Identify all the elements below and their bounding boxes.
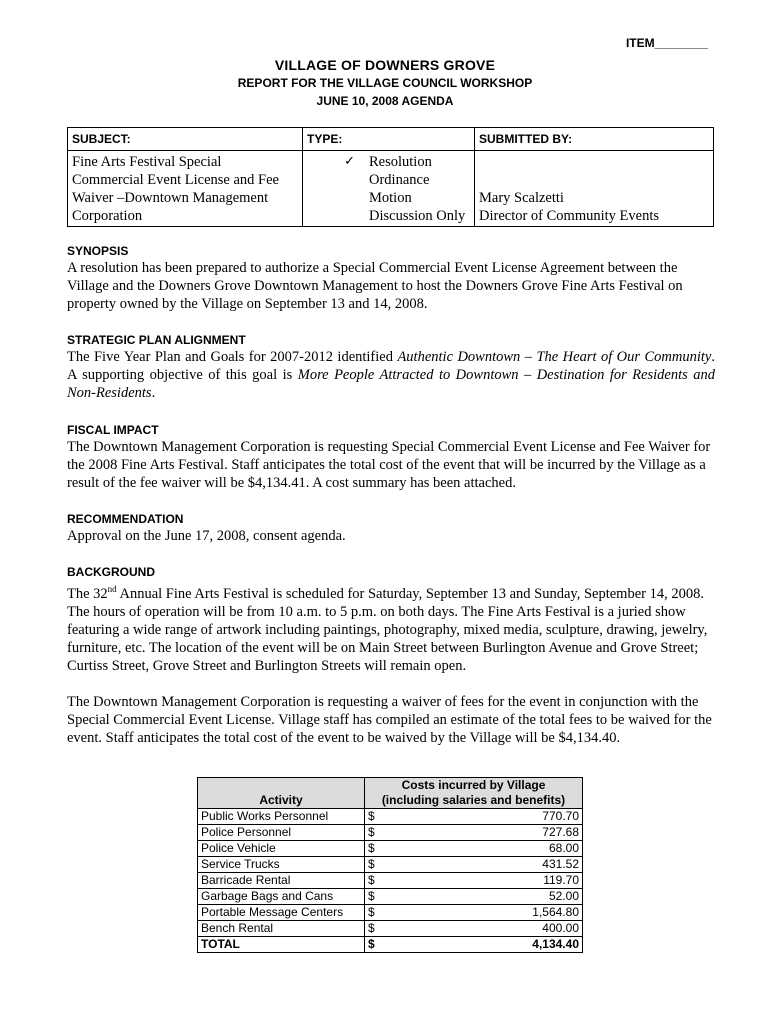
recommendation-title: RECOMMENDATION <box>67 512 184 526</box>
agenda-date: JUNE 10, 2008 AGENDA <box>316 94 454 108</box>
background-title: BACKGROUND <box>67 565 155 579</box>
amount-cell: 52.00 <box>378 889 583 905</box>
recommendation-section <box>67 511 715 545</box>
table-row <box>198 889 583 905</box>
activity-header: Activity <box>198 778 365 809</box>
type-header: TYPE: <box>303 128 475 151</box>
type-label: Discussion Only <box>369 208 466 224</box>
type-option-ordinance <box>307 171 470 189</box>
activity-cell: Service Trucks <box>198 857 365 873</box>
table-row <box>198 841 583 857</box>
dollar-sign: $ <box>365 905 378 921</box>
synopsis-title: SYNOPSIS <box>67 244 129 258</box>
table-row <box>198 809 583 825</box>
subject-table <box>67 127 714 227</box>
recommendation-text: Approval on the June 17, 2008, consent agenda. <box>67 528 346 544</box>
table-row <box>198 905 583 921</box>
goal-name: Authentic Downtown – The Heart of Our Community <box>397 349 712 365</box>
activity-cell: Bench Rental <box>198 921 365 937</box>
amount-cell: 68.00 <box>378 841 583 857</box>
dollar-sign: $ <box>365 825 378 841</box>
total-label: TOTAL <box>198 937 365 953</box>
strategic-text-b: . A supporting objective of this goal is <box>67 349 715 383</box>
submitted-by-cell <box>475 151 714 227</box>
background-section <box>67 564 715 747</box>
activity-cell: Police Personnel <box>198 825 365 841</box>
cost-header-line-2: (including salaries and benefits) <box>381 793 566 807</box>
dollar-sign: $ <box>365 937 378 953</box>
type-cell <box>303 151 475 227</box>
amount-cell: 400.00 <box>378 921 583 937</box>
type-option-motion <box>307 189 470 207</box>
amount-cell: 431.52 <box>378 857 583 873</box>
submitter-name: Mary Scalzetti <box>479 190 564 206</box>
objective-name: More People Attracted to Downtown – Destination for Residents and Non-Residents <box>67 367 715 401</box>
subject-line: Fine Arts Festival Special <box>72 154 222 170</box>
activity-cell: Barricade Rental <box>198 873 365 889</box>
fiscal-impact-section <box>67 422 715 492</box>
activity-cell: Portable Message Centers <box>198 905 365 921</box>
submitter-title: Director of Community Events <box>479 208 660 224</box>
cost-header-line-1: Costs incurred by Village <box>401 778 546 792</box>
table-row <box>198 921 583 937</box>
fiscal-impact-title: FISCAL IMPACT <box>67 423 159 437</box>
fiscal-impact-text: The Downtown Management Corporation is requesting Special Commercial Event License and Fee Waiver for the 2008 Fine Arts Festival. Staff anticipates the total cost of the event that will be incurred by the Village as a result of the fee waiver will be $4,134.41. A cost summary has been attached. <box>67 439 711 491</box>
activity-cell: Public Works Personnel <box>198 809 365 825</box>
type-option-resolution <box>307 153 470 171</box>
ordinal-suffix: nd <box>107 584 117 594</box>
synopsis-text: A resolution has been prepared to authorize a Special Commercial Event License Agreement between the Village and the Downers Grove Downtown Management to host the Downers Grove Fine Arts Festival on property owned by the Village on September 13 and 14, 2008. <box>67 260 683 312</box>
dollar-sign: $ <box>365 921 378 937</box>
total-amount: 4,134.40 <box>378 937 583 953</box>
type-label: Resolution <box>369 154 432 170</box>
submitted-by-header: SUBMITTED BY: <box>475 128 714 151</box>
subject-header: SUBJECT: <box>68 128 303 151</box>
check-slot <box>307 189 369 207</box>
cost-summary-table <box>197 777 583 953</box>
type-option-discussion-only <box>307 207 470 225</box>
subject-line: Commercial Event License and Fee <box>72 172 279 188</box>
dollar-sign: $ <box>365 809 378 825</box>
activity-cell: Garbage Bags and Cans <box>198 889 365 905</box>
amount-cell: 119.70 <box>378 873 583 889</box>
strategic-plan-section <box>67 332 715 402</box>
dollar-sign: $ <box>365 889 378 905</box>
table-row <box>198 873 583 889</box>
amount-cell: 1,564.80 <box>378 905 583 921</box>
subject-line: Corporation <box>72 208 143 224</box>
report-subtitle: REPORT FOR THE VILLAGE COUNCIL WORKSHOP <box>237 76 533 90</box>
strategic-text-a: The Five Year Plan and Goals for 2007-2012 identified <box>67 349 398 365</box>
dollar-sign: $ <box>365 857 378 873</box>
subject-line: Waiver –Downtown Management <box>72 190 269 206</box>
activity-cell: Police Vehicle <box>198 841 365 857</box>
strategic-plan-text <box>67 348 715 402</box>
dollar-sign: $ <box>365 873 378 889</box>
dollar-sign: $ <box>365 841 378 857</box>
check-slot <box>307 207 369 225</box>
table-row <box>198 825 583 841</box>
cost-table-header <box>198 778 583 809</box>
synopsis-section <box>67 243 715 313</box>
table-row <box>198 857 583 873</box>
document-header <box>0 56 770 110</box>
strategic-text-c: . <box>151 385 156 401</box>
type-label: Ordinance <box>369 172 430 188</box>
subject-cell <box>68 151 303 227</box>
item-number-label: ITEM________ <box>625 36 708 50</box>
total-row <box>198 937 583 953</box>
checkmark-icon: ✓ <box>344 154 355 169</box>
background-paragraph-1 <box>67 580 715 675</box>
bg-text-b: Annual Fine Arts Festival is scheduled for Saturday, September 13 and Sunday, September 14, 2008. The hours of operation will be from 10 a.m. to 5 p.m. on both days. The Fine Arts Festival is a juried show featuring a wide range of artwork including paintings, photography, mixed media, sculpture, drawing, jewelry, furniture, etc. The location of the event will be on Main Street between Burlington Avenue and Grove Street; Curtiss Street, Grove Street and Burlington Streets will remain open. <box>67 585 708 674</box>
strategic-plan-title: STRATEGIC PLAN ALIGNMENT <box>67 333 246 347</box>
type-label: Motion <box>369 190 412 206</box>
document-title: VILLAGE OF DOWNERS GROVE <box>274 57 496 73</box>
background-paragraph-2: The Downtown Management Corporation is requesting a waiver of fees for the event in conjunction with the Special Commercial Event License. Village staff has compiled an estimate of the total fees to be waived for the event. Staff anticipates the total cost of the event to be waived by the Village will be $4,134.40. <box>67 693 712 746</box>
amount-cell: 727.68 <box>378 825 583 841</box>
check-slot <box>307 171 369 189</box>
amount-cell: 770.70 <box>378 809 583 825</box>
cost-header <box>365 778 583 809</box>
bg-text-a: The 32 <box>67 585 108 602</box>
